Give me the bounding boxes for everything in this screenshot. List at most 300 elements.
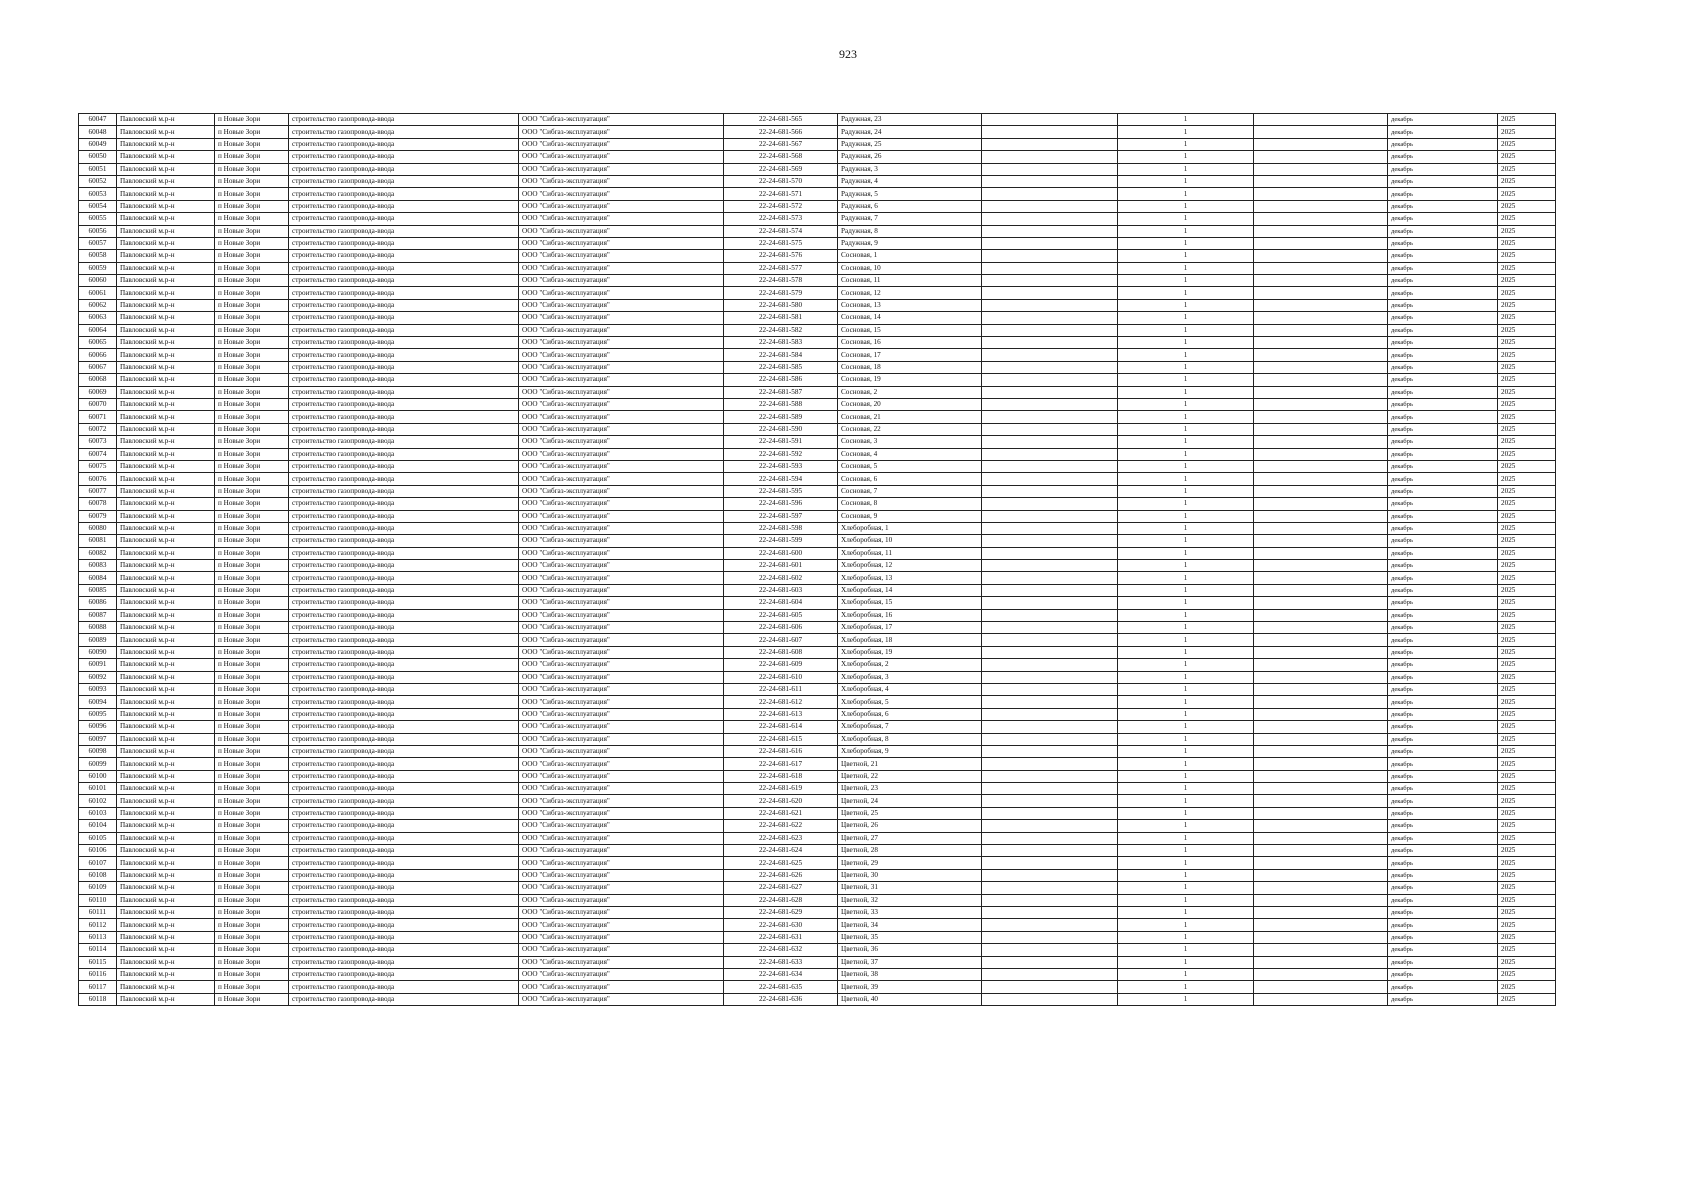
empty-cell	[982, 411, 1118, 423]
work-type-cell: строительство газопровода-ввода	[289, 275, 519, 287]
quantity-cell: 1	[1118, 721, 1254, 733]
month-cell: декабрь	[1388, 312, 1498, 324]
quantity-cell: 1	[1118, 436, 1254, 448]
quantity-cell: 1	[1118, 262, 1254, 274]
table-row	[79, 163, 1556, 175]
address-cell: Цветной, 27	[838, 832, 982, 844]
district-cell: Павловский м.р-н	[117, 956, 215, 968]
empty-cell	[1254, 758, 1388, 770]
work-type-cell: строительство газопровода-ввода	[289, 770, 519, 782]
work-type-cell: строительство газопровода-ввода	[289, 163, 519, 175]
work-type-cell: строительство газопровода-ввода	[289, 869, 519, 881]
company-cell: ООО "Сибгаз-эксплуатация"	[519, 361, 724, 373]
empty-cell	[982, 683, 1118, 695]
year-cell: 2025	[1498, 659, 1556, 671]
quantity-cell: 1	[1118, 646, 1254, 658]
address-cell: Сосновая, 20	[838, 398, 982, 410]
company-cell: ООО "Сибгаз-эксплуатация"	[519, 411, 724, 423]
table-row	[79, 894, 1556, 906]
registration-number-cell: 22-24-681-574	[724, 225, 838, 237]
company-cell: ООО "Сибгаз-эксплуатация"	[519, 721, 724, 733]
year-cell: 2025	[1498, 597, 1556, 609]
work-type-cell: строительство газопровода-ввода	[289, 981, 519, 993]
address-cell: Сосновая, 1	[838, 250, 982, 262]
company-cell: ООО "Сибгаз-эксплуатация"	[519, 188, 724, 200]
registration-number-cell: 22-24-681-567	[724, 138, 838, 150]
quantity-cell: 1	[1118, 473, 1254, 485]
row-id: 60075	[79, 460, 117, 472]
address-cell: Радужная, 23	[838, 114, 982, 126]
company-cell: ООО "Сибгаз-эксплуатация"	[519, 758, 724, 770]
settlement-cell: п Новые Зори	[215, 721, 289, 733]
month-cell: декабрь	[1388, 708, 1498, 720]
company-cell: ООО "Сибгаз-эксплуатация"	[519, 349, 724, 361]
district-cell: Павловский м.р-н	[117, 832, 215, 844]
registration-number-cell: 22-24-681-593	[724, 460, 838, 472]
work-type-cell: строительство газопровода-ввода	[289, 993, 519, 1005]
month-cell: декабрь	[1388, 634, 1498, 646]
month-cell: декабрь	[1388, 783, 1498, 795]
address-cell: Сосновая, 21	[838, 411, 982, 423]
registration-number-cell: 22-24-681-610	[724, 671, 838, 683]
district-cell: Павловский м.р-н	[117, 275, 215, 287]
table-row	[79, 510, 1556, 522]
empty-cell	[982, 708, 1118, 720]
company-cell: ООО "Сибгаз-эксплуатация"	[519, 572, 724, 584]
month-cell: декабрь	[1388, 931, 1498, 943]
empty-cell	[982, 349, 1118, 361]
month-cell: декабрь	[1388, 361, 1498, 373]
empty-cell	[982, 374, 1118, 386]
registration-number-cell: 22-24-681-586	[724, 374, 838, 386]
district-cell: Павловский м.р-н	[117, 498, 215, 510]
empty-cell	[1254, 522, 1388, 534]
row-id: 60080	[79, 522, 117, 534]
row-id: 60085	[79, 584, 117, 596]
quantity-cell: 1	[1118, 758, 1254, 770]
empty-cell	[982, 535, 1118, 547]
year-cell: 2025	[1498, 882, 1556, 894]
empty-cell	[982, 386, 1118, 398]
quantity-cell: 1	[1118, 944, 1254, 956]
district-cell: Павловский м.р-н	[117, 411, 215, 423]
company-cell: ООО "Сибгаз-эксплуатация"	[519, 708, 724, 720]
month-cell: декабрь	[1388, 572, 1498, 584]
work-type-cell: строительство газопровода-ввода	[289, 522, 519, 534]
month-cell: декабрь	[1388, 770, 1498, 782]
settlement-cell: п Новые Зори	[215, 473, 289, 485]
quantity-cell: 1	[1118, 659, 1254, 671]
table-row	[79, 733, 1556, 745]
year-cell: 2025	[1498, 299, 1556, 311]
empty-cell	[1254, 845, 1388, 857]
row-id: 60072	[79, 423, 117, 435]
address-cell: Радужная, 4	[838, 175, 982, 187]
address-cell: Сосновая, 8	[838, 498, 982, 510]
work-type-cell: строительство газопровода-ввода	[289, 795, 519, 807]
table-row	[79, 250, 1556, 262]
table-row	[79, 919, 1556, 931]
quantity-cell: 1	[1118, 510, 1254, 522]
registration-number-cell: 22-24-681-619	[724, 783, 838, 795]
address-cell: Цветной, 21	[838, 758, 982, 770]
work-type-cell: строительство газопровода-ввода	[289, 151, 519, 163]
work-type-cell: строительство газопровода-ввода	[289, 968, 519, 980]
quantity-cell: 1	[1118, 795, 1254, 807]
registration-number-cell: 22-24-681-627	[724, 882, 838, 894]
work-type-cell: строительство газопровода-ввода	[289, 696, 519, 708]
row-id: 60060	[79, 275, 117, 287]
year-cell: 2025	[1498, 683, 1556, 695]
quantity-cell: 1	[1118, 522, 1254, 534]
quantity-cell: 1	[1118, 981, 1254, 993]
year-cell: 2025	[1498, 894, 1556, 906]
row-id: 60049	[79, 138, 117, 150]
district-cell: Павловский м.р-н	[117, 213, 215, 225]
work-type-cell: строительство газопровода-ввода	[289, 510, 519, 522]
empty-cell	[982, 188, 1118, 200]
empty-cell	[982, 262, 1118, 274]
empty-cell	[1254, 597, 1388, 609]
empty-cell	[982, 275, 1118, 287]
year-cell: 2025	[1498, 151, 1556, 163]
settlement-cell: п Новые Зори	[215, 609, 289, 621]
work-type-cell: строительство газопровода-ввода	[289, 646, 519, 658]
settlement-cell: п Новые Зори	[215, 175, 289, 187]
district-cell: Павловский м.р-н	[117, 634, 215, 646]
month-cell: декабрь	[1388, 845, 1498, 857]
address-cell: Хлеборобная, 1	[838, 522, 982, 534]
district-cell: Павловский м.р-н	[117, 200, 215, 212]
quantity-cell: 1	[1118, 138, 1254, 150]
row-id: 60111	[79, 907, 117, 919]
district-cell: Павловский м.р-н	[117, 584, 215, 596]
quantity-cell: 1	[1118, 237, 1254, 249]
empty-cell	[982, 138, 1118, 150]
quantity-cell: 1	[1118, 423, 1254, 435]
district-cell: Павловский м.р-н	[117, 857, 215, 869]
company-cell: ООО "Сибгаз-эксплуатация"	[519, 448, 724, 460]
year-cell: 2025	[1498, 114, 1556, 126]
month-cell: декабрь	[1388, 721, 1498, 733]
settlement-cell: п Новые Зори	[215, 671, 289, 683]
address-cell: Сосновая, 7	[838, 485, 982, 497]
district-cell: Павловский м.р-н	[117, 299, 215, 311]
work-type-cell: строительство газопровода-ввода	[289, 597, 519, 609]
company-cell: ООО "Сибгаз-эксплуатация"	[519, 250, 724, 262]
row-id: 60097	[79, 733, 117, 745]
empty-cell	[1254, 151, 1388, 163]
empty-cell	[982, 931, 1118, 943]
district-cell: Павловский м.р-н	[117, 931, 215, 943]
quantity-cell: 1	[1118, 126, 1254, 138]
table-row	[79, 968, 1556, 980]
empty-cell	[982, 609, 1118, 621]
table-row	[79, 275, 1556, 287]
district-cell: Павловский м.р-н	[117, 175, 215, 187]
row-id: 60058	[79, 250, 117, 262]
row-id: 60059	[79, 262, 117, 274]
table-row	[79, 646, 1556, 658]
month-cell: декабрь	[1388, 560, 1498, 572]
district-cell: Павловский м.р-н	[117, 993, 215, 1005]
empty-cell	[982, 213, 1118, 225]
work-type-cell: строительство газопровода-ввода	[289, 237, 519, 249]
month-cell: декабрь	[1388, 733, 1498, 745]
empty-cell	[1254, 163, 1388, 175]
empty-cell	[1254, 423, 1388, 435]
empty-cell	[1254, 299, 1388, 311]
empty-cell	[982, 857, 1118, 869]
district-cell: Павловский м.р-н	[117, 560, 215, 572]
quantity-cell: 1	[1118, 907, 1254, 919]
month-cell: декабрь	[1388, 250, 1498, 262]
year-cell: 2025	[1498, 907, 1556, 919]
year-cell: 2025	[1498, 758, 1556, 770]
quantity-cell: 1	[1118, 733, 1254, 745]
year-cell: 2025	[1498, 646, 1556, 658]
year-cell: 2025	[1498, 609, 1556, 621]
table-row	[79, 708, 1556, 720]
month-cell: декабрь	[1388, 436, 1498, 448]
empty-cell	[1254, 783, 1388, 795]
row-id: 60079	[79, 510, 117, 522]
settlement-cell: п Новые Зори	[215, 845, 289, 857]
month-cell: декабрь	[1388, 869, 1498, 881]
year-cell: 2025	[1498, 411, 1556, 423]
month-cell: декабрь	[1388, 696, 1498, 708]
registration-number-cell: 22-24-681-605	[724, 609, 838, 621]
row-id: 60073	[79, 436, 117, 448]
month-cell: декабрь	[1388, 485, 1498, 497]
work-type-cell: строительство газопровода-ввода	[289, 783, 519, 795]
month-cell: декабрь	[1388, 337, 1498, 349]
quantity-cell: 1	[1118, 696, 1254, 708]
address-cell: Сосновая, 15	[838, 324, 982, 336]
work-type-cell: строительство газопровода-ввода	[289, 956, 519, 968]
year-cell: 2025	[1498, 547, 1556, 559]
registration-number-cell: 22-24-681-606	[724, 622, 838, 634]
registration-number-cell: 22-24-681-575	[724, 237, 838, 249]
year-cell: 2025	[1498, 349, 1556, 361]
district-cell: Павловский м.р-н	[117, 572, 215, 584]
registration-number-cell: 22-24-681-595	[724, 485, 838, 497]
quantity-cell: 1	[1118, 832, 1254, 844]
row-id: 60084	[79, 572, 117, 584]
work-type-cell: строительство газопровода-ввода	[289, 832, 519, 844]
month-cell: декабрь	[1388, 956, 1498, 968]
registration-number-cell: 22-24-681-596	[724, 498, 838, 510]
settlement-cell: п Новые Зори	[215, 151, 289, 163]
settlement-cell: п Новые Зори	[215, 349, 289, 361]
work-type-cell: строительство газопровода-ввода	[289, 894, 519, 906]
table-row	[79, 944, 1556, 956]
quantity-cell: 1	[1118, 250, 1254, 262]
registration-number-cell: 22-24-681-572	[724, 200, 838, 212]
row-id: 60091	[79, 659, 117, 671]
district-cell: Павловский м.р-н	[117, 547, 215, 559]
row-id: 60061	[79, 287, 117, 299]
table-row	[79, 547, 1556, 559]
year-cell: 2025	[1498, 968, 1556, 980]
district-cell: Павловский м.р-н	[117, 795, 215, 807]
month-cell: декабрь	[1388, 944, 1498, 956]
district-cell: Павловский м.р-н	[117, 907, 215, 919]
table-row	[79, 857, 1556, 869]
address-cell: Цветной, 36	[838, 944, 982, 956]
settlement-cell: п Новые Зори	[215, 820, 289, 832]
empty-cell	[982, 721, 1118, 733]
empty-cell	[982, 175, 1118, 187]
row-id: 60090	[79, 646, 117, 658]
row-id: 60054	[79, 200, 117, 212]
registration-number-cell: 22-24-681-626	[724, 869, 838, 881]
work-type-cell: строительство газопровода-ввода	[289, 683, 519, 695]
empty-cell	[1254, 510, 1388, 522]
table-row	[79, 882, 1556, 894]
empty-cell	[982, 783, 1118, 795]
quantity-cell: 1	[1118, 993, 1254, 1005]
year-cell: 2025	[1498, 584, 1556, 596]
empty-cell	[1254, 584, 1388, 596]
quantity-cell: 1	[1118, 361, 1254, 373]
registration-number-cell: 22-24-681-588	[724, 398, 838, 410]
table-row	[79, 287, 1556, 299]
empty-cell	[982, 944, 1118, 956]
registration-number-cell: 22-24-681-568	[724, 151, 838, 163]
table-row	[79, 584, 1556, 596]
registration-number-cell: 22-24-681-573	[724, 213, 838, 225]
empty-cell	[982, 572, 1118, 584]
registration-number-cell: 22-24-681-600	[724, 547, 838, 559]
settlement-cell: п Новые Зори	[215, 547, 289, 559]
year-cell: 2025	[1498, 919, 1556, 931]
quantity-cell: 1	[1118, 783, 1254, 795]
address-cell: Хлеборобная, 17	[838, 622, 982, 634]
year-cell: 2025	[1498, 374, 1556, 386]
district-cell: Павловский м.р-н	[117, 398, 215, 410]
page-number: 923	[839, 47, 857, 61]
table-row	[79, 783, 1556, 795]
row-id: 60082	[79, 547, 117, 559]
address-cell: Цветной, 35	[838, 931, 982, 943]
empty-cell	[1254, 907, 1388, 919]
district-cell: Павловский м.р-н	[117, 968, 215, 980]
work-type-cell: строительство газопровода-ввода	[289, 634, 519, 646]
empty-cell	[1254, 820, 1388, 832]
year-cell: 2025	[1498, 708, 1556, 720]
year-cell: 2025	[1498, 213, 1556, 225]
district-cell: Павловский м.р-н	[117, 535, 215, 547]
settlement-cell: п Новые Зори	[215, 200, 289, 212]
address-cell: Хлеборобная, 16	[838, 609, 982, 621]
address-cell: Хлеборобная, 15	[838, 597, 982, 609]
company-cell: ООО "Сибгаз-эксплуатация"	[519, 733, 724, 745]
empty-cell	[982, 956, 1118, 968]
company-cell: ООО "Сибгаз-эксплуатация"	[519, 683, 724, 695]
settlement-cell: п Новые Зори	[215, 535, 289, 547]
quantity-cell: 1	[1118, 337, 1254, 349]
settlement-cell: п Новые Зори	[215, 894, 289, 906]
company-cell: ООО "Сибгаз-эксплуатация"	[519, 398, 724, 410]
row-id: 60109	[79, 882, 117, 894]
year-cell: 2025	[1498, 622, 1556, 634]
district-cell: Павловский м.р-н	[117, 659, 215, 671]
address-cell: Хлеборобная, 8	[838, 733, 982, 745]
empty-cell	[982, 485, 1118, 497]
empty-cell	[1254, 448, 1388, 460]
registration-number-cell: 22-24-681-630	[724, 919, 838, 931]
registration-number-cell: 22-24-681-624	[724, 845, 838, 857]
empty-cell	[1254, 411, 1388, 423]
address-cell: Цветной, 39	[838, 981, 982, 993]
work-type-cell: строительство газопровода-ввода	[289, 807, 519, 819]
district-cell: Павловский м.р-н	[117, 683, 215, 695]
work-type-cell: строительство газопровода-ввода	[289, 423, 519, 435]
table-row	[79, 832, 1556, 844]
district-cell: Павловский м.р-н	[117, 820, 215, 832]
empty-cell	[982, 510, 1118, 522]
district-cell: Павловский м.р-н	[117, 696, 215, 708]
row-id: 60055	[79, 213, 117, 225]
company-cell: ООО "Сибгаз-эксплуатация"	[519, 200, 724, 212]
empty-cell	[982, 733, 1118, 745]
row-id: 60048	[79, 126, 117, 138]
month-cell: декабрь	[1388, 423, 1498, 435]
table-row	[79, 114, 1556, 126]
row-id: 60076	[79, 473, 117, 485]
table-row	[79, 473, 1556, 485]
company-cell: ООО "Сибгаз-эксплуатация"	[519, 894, 724, 906]
work-type-cell: строительство газопровода-ввода	[289, 733, 519, 745]
table-row	[79, 572, 1556, 584]
row-id: 60095	[79, 708, 117, 720]
month-cell: декабрь	[1388, 138, 1498, 150]
work-type-cell: строительство газопровода-ввода	[289, 361, 519, 373]
year-cell: 2025	[1498, 275, 1556, 287]
year-cell: 2025	[1498, 845, 1556, 857]
company-cell: ООО "Сибгаз-эксплуатация"	[519, 671, 724, 683]
settlement-cell: п Новые Зори	[215, 163, 289, 175]
table-row	[79, 299, 1556, 311]
empty-cell	[1254, 646, 1388, 658]
registration-number-cell: 22-24-681-579	[724, 287, 838, 299]
settlement-cell: п Новые Зори	[215, 659, 289, 671]
work-type-cell: строительство газопровода-ввода	[289, 200, 519, 212]
year-cell: 2025	[1498, 485, 1556, 497]
settlement-cell: п Новые Зори	[215, 622, 289, 634]
district-cell: Павловский м.р-н	[117, 163, 215, 175]
settlement-cell: п Новые Зори	[215, 919, 289, 931]
company-cell: ООО "Сибгаз-эксплуатация"	[519, 869, 724, 881]
quantity-cell: 1	[1118, 535, 1254, 547]
empty-cell	[982, 473, 1118, 485]
year-cell: 2025	[1498, 337, 1556, 349]
year-cell: 2025	[1498, 535, 1556, 547]
registration-number-cell: 22-24-681-601	[724, 560, 838, 572]
district-cell: Павловский м.р-н	[117, 597, 215, 609]
company-cell: ООО "Сибгаз-эксплуатация"	[519, 151, 724, 163]
year-cell: 2025	[1498, 510, 1556, 522]
year-cell: 2025	[1498, 188, 1556, 200]
address-cell: Цветной, 40	[838, 993, 982, 1005]
settlement-cell: п Новые Зори	[215, 287, 289, 299]
row-id: 60105	[79, 832, 117, 844]
registration-number-cell: 22-24-681-587	[724, 386, 838, 398]
district-cell: Павловский м.р-н	[117, 758, 215, 770]
year-cell: 2025	[1498, 807, 1556, 819]
month-cell: декабрь	[1388, 882, 1498, 894]
